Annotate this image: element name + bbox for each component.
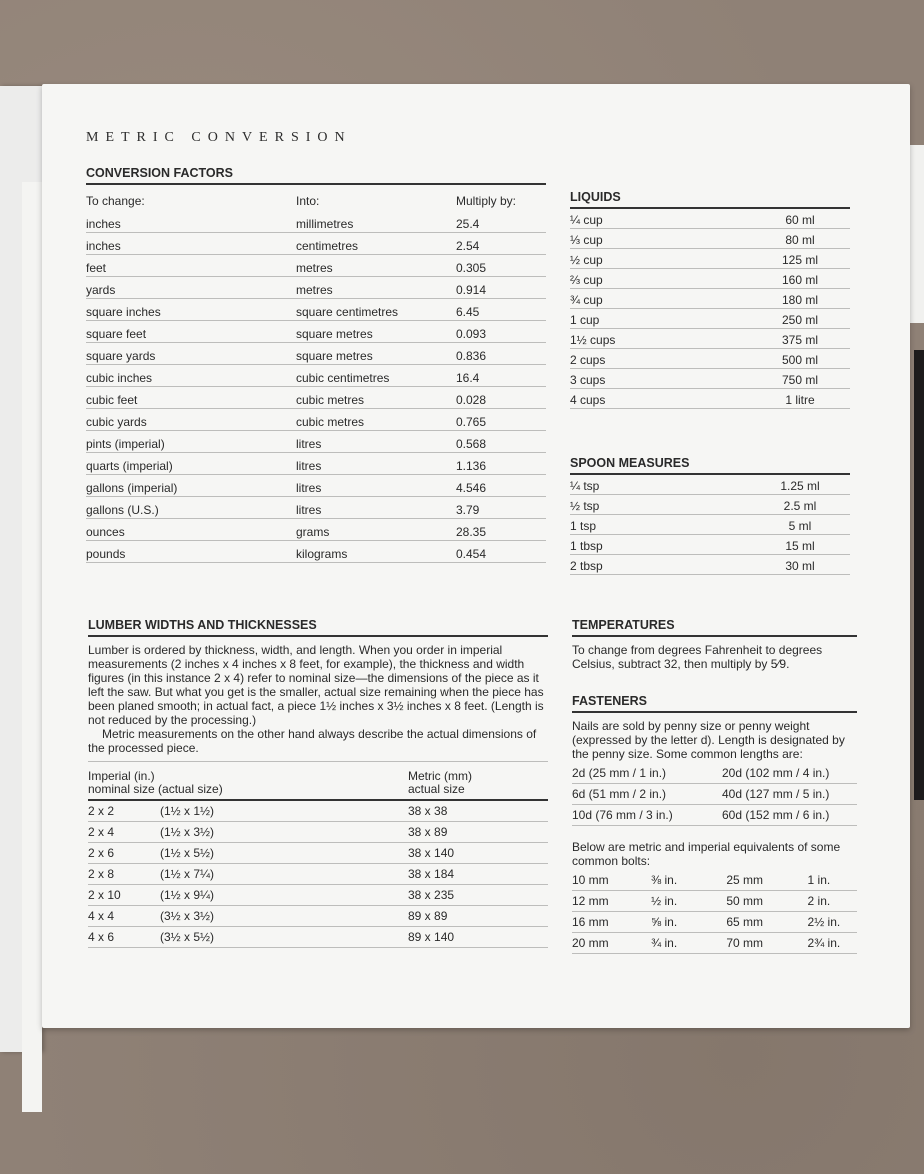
lumber-nominal: 4 x 6 [88, 930, 115, 944]
conversion-row [86, 277, 546, 299]
lumber-actual: (1½ x 5½) [160, 846, 215, 860]
conversion-row [86, 321, 546, 343]
nail-right: 60d (152 mm / 6 in.) [722, 808, 830, 822]
conversion-from: ounces [86, 525, 125, 539]
liquid-metric: 500 ml [781, 353, 819, 367]
liquid-row [570, 249, 850, 269]
liquid-imperial: ½ cup [570, 253, 603, 267]
left-page-edge [0, 86, 42, 1052]
spoon-measures-rows [570, 475, 850, 575]
liquids-section [570, 190, 850, 409]
conversion-into: square metres [296, 327, 373, 341]
bolt-metric-large: 65 mm [726, 915, 764, 929]
conversion-factors-section [86, 166, 546, 563]
conversion-into: litres [296, 437, 322, 451]
lumber-metric: 38 x 140 [408, 846, 455, 860]
conversion-from: square feet [86, 327, 147, 341]
conversion-from: square yards [86, 349, 156, 363]
conversion-row [86, 519, 546, 541]
liquid-row [570, 329, 850, 349]
liquid-imperial: 4 cups [570, 393, 606, 407]
next-page-dark-edge [914, 350, 924, 800]
nail-row [572, 784, 857, 805]
conversion-from: gallons (imperial) [86, 481, 178, 495]
lumber-header-nominal: nominal size (actual size) [88, 782, 223, 796]
conversion-from: gallons (U.S.) [86, 503, 159, 517]
conversion-factor: 0.836 [456, 349, 487, 363]
conversion-factor: 0.765 [456, 415, 487, 429]
lumber-paragraph-1: Lumber is ordered by thickness, width, and length. When you order in imperial measurements (2 inches x 4 inches x 8 feet, for example), the thickness and width figures (in this instance 2 x 4) refer to nominal size—the dimensions of the piece as it left the saw. But what you get is the smaller, actual size remaining when the piece has been planed smooth; in actual fact, a piece 1½ inches x 3½ inches x 8 feet. (Length is not reduced by the processing.) [88, 643, 544, 727]
spoon-metric: 30 ml [785, 559, 815, 573]
lumber-actual: (3½ x 3½) [160, 909, 215, 923]
nail-right: 40d (127 mm / 5 in.) [722, 787, 830, 801]
lumber-actual: (1½ x 1½) [160, 804, 215, 818]
lumber-header-metric: Metric (mm) [408, 769, 472, 783]
conversion-into: cubic metres [296, 393, 365, 407]
lumber-nominal: 2 x 2 [88, 804, 115, 818]
nail-left: 10d (76 mm / 3 in.) [572, 808, 673, 822]
conversion-factor: 3.79 [456, 503, 480, 517]
lumber-metric: 38 x 38 [408, 804, 448, 818]
lumber-actual: (1½ x 7¼) [160, 867, 215, 881]
lumber-nominal: 2 x 8 [88, 867, 115, 881]
conversion-into: millimetres [296, 217, 354, 231]
conversion-from: pints (imperial) [86, 437, 165, 451]
lumber-rows [88, 801, 548, 948]
conversion-factor: 1.136 [456, 459, 487, 473]
left-page-inner [22, 182, 42, 1112]
liquid-row [570, 309, 850, 329]
conversion-row [86, 387, 546, 409]
liquid-row [570, 349, 850, 369]
liquid-metric: 1 litre [785, 393, 815, 407]
conversion-factor: 0.305 [456, 261, 487, 275]
spoon-row [570, 495, 850, 515]
lumber-metric: 38 x 235 [408, 888, 455, 902]
conversion-into: metres [296, 261, 333, 275]
conversion-factor: 2.54 [456, 239, 480, 253]
conversion-from: feet [86, 261, 107, 275]
liquid-row [570, 209, 850, 229]
lumber-row [88, 906, 548, 927]
lumber-nominal: 4 x 4 [88, 909, 115, 923]
bolt-row [572, 933, 857, 954]
lumber-row [88, 801, 548, 822]
lumber-header-actual: actual size [408, 782, 465, 796]
page-header: METRIC CONVERSION [86, 130, 352, 145]
spoon-measures-section [570, 456, 850, 575]
lumber-row [88, 843, 548, 864]
bolt-row [572, 870, 857, 891]
bolt-imperial-small: ⅜ in. [651, 873, 678, 887]
liquid-metric: 250 ml [781, 313, 819, 327]
liquid-row [570, 229, 850, 249]
nail-row [572, 805, 857, 826]
lumber-section [88, 618, 548, 948]
spoon-row [570, 555, 850, 575]
bolt-metric-small: 10 mm [572, 873, 609, 887]
lumber-metric: 38 x 184 [408, 867, 455, 881]
conversion-into: kilograms [296, 547, 348, 561]
bolt-imperial-large: 2½ in. [807, 915, 841, 929]
bolt-rows [572, 870, 857, 954]
spoon-row [570, 515, 850, 535]
fasteners-section [572, 694, 857, 954]
conversion-row [86, 431, 546, 453]
liquid-imperial: 3 cups [570, 373, 606, 387]
bolt-imperial-large: 2¾ in. [807, 936, 841, 950]
fasteners-title: FASTENERS [572, 694, 857, 713]
temperatures-title: TEMPERATURES [572, 618, 857, 637]
lumber-metric: 38 x 89 [408, 825, 448, 839]
header-into: Into: [296, 194, 320, 208]
conversion-factor: 0.454 [456, 547, 487, 561]
liquid-metric: 160 ml [781, 273, 819, 287]
spoon-metric: 15 ml [785, 539, 815, 553]
conversion-from: inches [86, 217, 121, 231]
conversion-into: square centimetres [296, 305, 399, 319]
conversion-factors-header [86, 185, 546, 211]
conversion-into: litres [296, 481, 322, 495]
conversion-into: grams [296, 525, 330, 539]
conversion-into: metres [296, 283, 333, 297]
conversion-row [86, 365, 546, 387]
lumber-nominal: 2 x 6 [88, 846, 115, 860]
liquid-imperial: ¼ cup [570, 213, 603, 227]
bolt-imperial-small: ¾ in. [651, 936, 678, 950]
liquid-metric: 180 ml [781, 293, 819, 307]
spoon-row [570, 475, 850, 495]
spoon-imperial: 1 tbsp [570, 539, 603, 553]
lumber-nominal: 2 x 10 [88, 888, 121, 902]
bolt-metric-large: 50 mm [726, 894, 764, 908]
spoon-measures-title: SPOON MEASURES [570, 456, 850, 475]
lumber-actual: (1½ x 9¼) [160, 888, 215, 902]
conversion-from: square inches [86, 305, 161, 319]
nail-left: 2d (25 mm / 1 in.) [572, 766, 667, 780]
conversion-factor: 0.568 [456, 437, 487, 451]
conversion-factor: 4.546 [456, 481, 487, 495]
liquids-rows [570, 209, 850, 409]
liquid-metric: 60 ml [785, 213, 815, 227]
bolt-imperial-small: ⅝ in. [651, 915, 678, 929]
spoon-metric: 2.5 ml [783, 499, 817, 513]
conversion-row [86, 299, 546, 321]
spoon-imperial: 1 tsp [570, 519, 597, 533]
conversion-row [86, 453, 546, 475]
bolt-metric-small: 20 mm [572, 936, 609, 950]
fasteners-text: Nails are sold by penny size or penny weight (expressed by the letter d). Length is designated by the penny size. Some common lengths are: [572, 719, 845, 761]
lumber-table-header [88, 770, 548, 801]
lumber-title: LUMBER WIDTHS AND THICKNESSES [88, 618, 548, 637]
nail-left: 6d (51 mm / 2 in.) [572, 787, 667, 801]
conversion-factor: 0.914 [456, 283, 487, 297]
spoon-metric: 1.25 ml [780, 479, 820, 493]
bolt-row [572, 891, 857, 912]
conversion-into: centimetres [296, 239, 359, 253]
liquid-metric: 750 ml [781, 373, 819, 387]
conversion-from: inches [86, 239, 121, 253]
conversion-into: square metres [296, 349, 373, 363]
conversion-factor: 25.4 [456, 217, 480, 231]
conversion-from: pounds [86, 547, 126, 561]
conversion-from: cubic feet [86, 393, 138, 407]
liquid-imperial: ⅓ cup [570, 233, 603, 247]
conversion-factor: 16.4 [456, 371, 480, 385]
temperatures-text: To change from degrees Fahrenheit to degrees Celsius, subtract 32, then multiply by 5⁄9. [572, 643, 823, 671]
spoon-metric: 5 ml [788, 519, 812, 533]
liquid-metric: 375 ml [781, 333, 819, 347]
lumber-actual: (3½ x 5½) [160, 930, 215, 944]
conversion-factors-title: CONVERSION FACTORS [86, 166, 546, 185]
bolt-metric-small: 16 mm [572, 915, 609, 929]
nail-row [572, 763, 857, 784]
spoon-imperial: ½ tsp [570, 499, 600, 513]
liquid-row [570, 269, 850, 289]
conversion-factor: 0.028 [456, 393, 487, 407]
header-multiply-by: Multiply by: [456, 194, 517, 208]
conversion-factor: 6.45 [456, 305, 480, 319]
lumber-row [88, 864, 548, 885]
liquid-imperial: 2 cups [570, 353, 606, 367]
book-page [42, 84, 910, 1028]
liquid-row [570, 289, 850, 309]
lumber-metric: 89 x 140 [408, 930, 455, 944]
nail-right: 20d (102 mm / 4 in.) [722, 766, 830, 780]
lumber-row [88, 822, 548, 843]
conversion-from: quarts (imperial) [86, 459, 173, 473]
conversion-into: cubic metres [296, 415, 365, 429]
liquids-title: LIQUIDS [570, 190, 850, 209]
conversion-row [86, 343, 546, 365]
lumber-nominal: 2 x 4 [88, 825, 115, 839]
conversion-row [86, 475, 546, 497]
conversion-factor: 28.35 [456, 525, 487, 539]
conversion-from: yards [86, 283, 116, 297]
liquid-imperial: ¾ cup [570, 293, 603, 307]
conversion-from: cubic inches [86, 371, 153, 385]
lumber-row [88, 927, 548, 948]
conversion-row [86, 541, 546, 563]
conversion-into: litres [296, 459, 322, 473]
nail-rows [572, 763, 857, 826]
liquid-imperial: 1 cup [570, 313, 600, 327]
temperatures-section [572, 618, 857, 671]
conversion-from: cubic yards [86, 415, 147, 429]
bolt-imperial-large: 2 in. [807, 894, 831, 908]
spoon-imperial: 2 tbsp [570, 559, 603, 573]
header-to-change: To change: [86, 194, 145, 208]
lumber-row [88, 885, 548, 906]
spoon-row [570, 535, 850, 555]
lumber-actual: (1½ x 3½) [160, 825, 215, 839]
conversion-row [86, 255, 546, 277]
bolt-imperial-small: ½ in. [651, 894, 678, 908]
conversion-row [86, 233, 546, 255]
lumber-header-imperial: Imperial (in.) [88, 769, 155, 783]
next-page-edge [910, 145, 924, 323]
conversion-row [86, 409, 546, 431]
liquid-imperial: 1½ cups [570, 333, 616, 347]
conversion-into: cubic centimetres [296, 371, 390, 385]
liquid-row [570, 369, 850, 389]
lumber-metric: 89 x 89 [408, 909, 448, 923]
lumber-paragraph-2: Metric measurements on the other hand always describe the actual dimensions of the processed piece. [88, 727, 537, 755]
liquid-row [570, 389, 850, 409]
bolt-metric-small: 12 mm [572, 894, 609, 908]
conversion-factor: 0.093 [456, 327, 487, 341]
bolt-imperial-large: 1 in. [807, 873, 831, 887]
conversion-into: litres [296, 503, 322, 517]
spoon-imperial: ¼ tsp [570, 479, 600, 493]
conversion-row [86, 211, 546, 233]
bolt-metric-large: 70 mm [726, 936, 764, 950]
conversion-row [86, 497, 546, 519]
liquid-imperial: ⅔ cup [570, 273, 603, 287]
conversion-factors-rows [86, 211, 546, 563]
liquid-metric: 80 ml [785, 233, 815, 247]
bolt-row [572, 912, 857, 933]
bolt-metric-large: 25 mm [726, 873, 764, 887]
liquid-metric: 125 ml [781, 253, 819, 267]
bolts-text: Below are metric and imperial equivalents of some common bolts: [572, 840, 841, 868]
